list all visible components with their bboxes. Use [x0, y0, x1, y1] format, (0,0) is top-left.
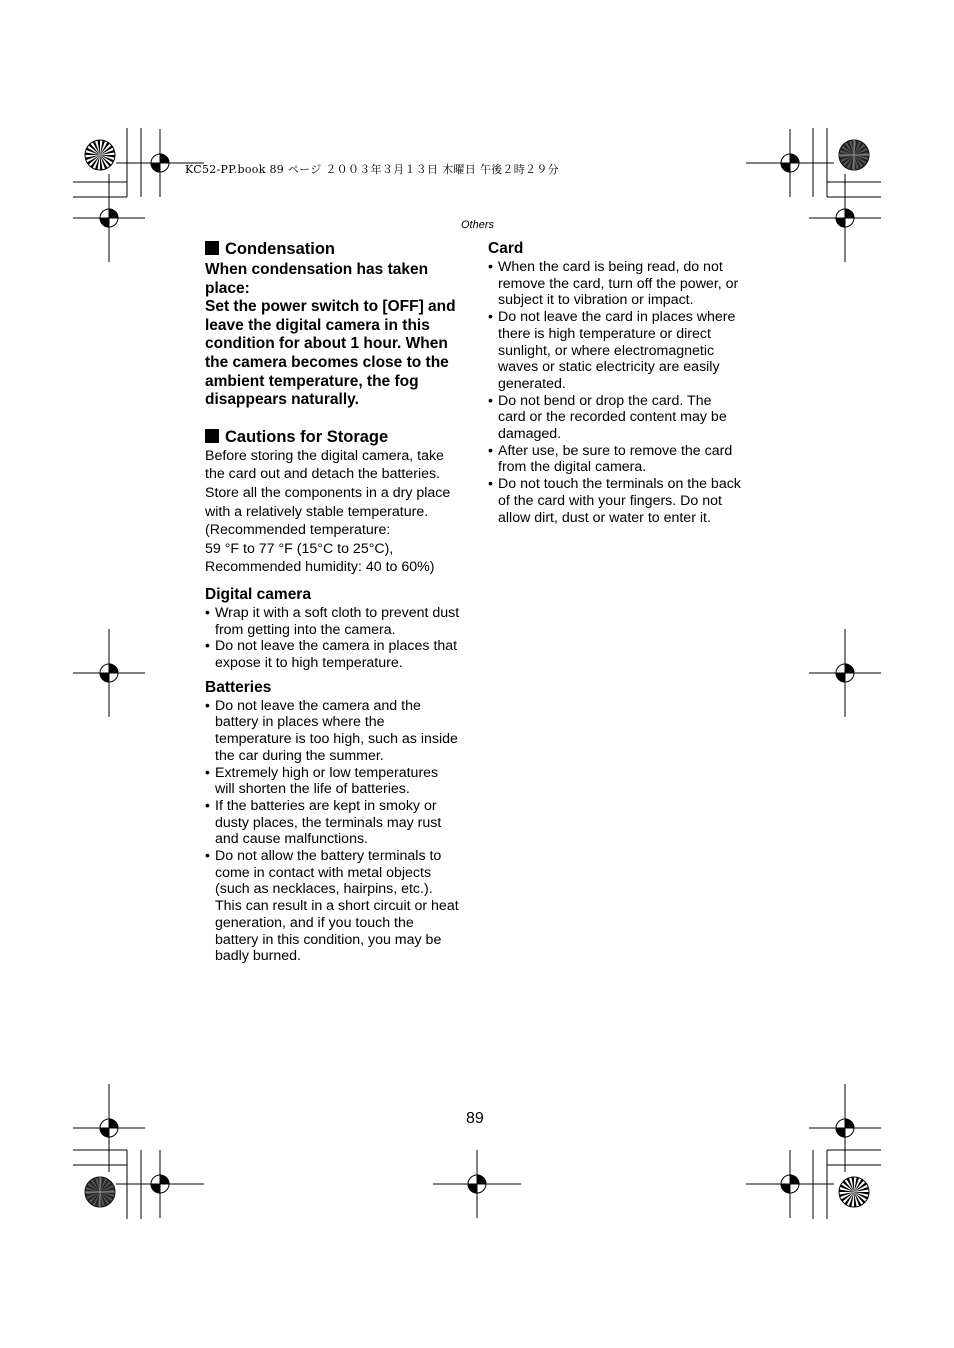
- storage-text: Before storing the digital camera, take the card out and detach the batteries. Store all the components in a dry place with a relatively stable temperature. (Recommended temperature: 59 °F to 77 °F (15°C to 25°C), Recommended humidity: 40 to 60%): [205, 447, 451, 576]
- square-bullet-icon: [205, 241, 219, 255]
- section-label: Others: [461, 219, 495, 231]
- storage-heading: Cautions for Storage: [205, 428, 467, 447]
- batteries-list: [205, 698, 467, 965]
- list-item: • Do not bend or drop the card. The card or the recorded content may be damaged.: [488, 393, 750, 443]
- registration-mark: [809, 629, 881, 717]
- registration-mark: [73, 174, 145, 262]
- square-bullet-icon: [205, 429, 219, 443]
- registration-mark: [433, 1150, 521, 1218]
- list-item: • If the batteries are kept in smoky or dusty places, the terminals may rust and cause malfunctions.: [205, 798, 467, 848]
- list-item: • When the card is being read, do not remove the card, turn off the power, or subject it to vibration or impact.: [488, 259, 750, 309]
- list-item: • After use, be sure to remove the card from the digital camera.: [488, 443, 750, 476]
- starburst-target: [839, 140, 869, 170]
- registration-mark: [809, 1084, 881, 1172]
- condensation-text: When condensation has taken place: Set the power switch to [OFF] and leave the digital camera in this condition for about 1 hour. When the camera becomes close to the ambient temperature, the fog disappears naturally.: [205, 261, 456, 409]
- starburst-target: [839, 1177, 869, 1207]
- registration-mark: [116, 1150, 204, 1218]
- list-item: • Wrap it with a soft cloth to prevent dust from getting into the camera.: [205, 605, 467, 638]
- condensation-heading: Condensation: [205, 240, 467, 259]
- card-heading: Card: [488, 240, 524, 257]
- digital-camera-list: [205, 605, 467, 672]
- left-column: [205, 240, 467, 965]
- registration-mark: [809, 174, 881, 262]
- list-item: • Do not touch the terminals on the back of the card with your fingers. Do not allow dirt, dust or water to enter it.: [488, 476, 750, 526]
- card-list: [488, 259, 750, 526]
- print-slug-line: KC52-PP.book 89 ページ ２００３年３月１３日 木曜日 午後２時２９分: [185, 163, 559, 176]
- registration-mark: [73, 1084, 145, 1172]
- list-item: • Do not leave the card in places where there is high temperature or direct sunlight, or where electromagnetic waves or static electricity are easily generated.: [488, 309, 750, 393]
- digital-camera-heading: Digital camera: [205, 585, 311, 603]
- starburst-target: [85, 140, 115, 170]
- starburst-target: [85, 1177, 115, 1207]
- list-item: • Do not allow the battery terminals to come in contact with metal objects (such as necklaces, hairpins, etc.). This can result in a short circuit or heat generation, and if you touch the battery in this condition, you may be badly burned.: [205, 848, 467, 965]
- page-number: 89: [466, 1110, 484, 1127]
- registration-mark: [746, 129, 834, 197]
- batteries-heading: Batteries: [205, 678, 272, 696]
- registration-mark: [746, 1150, 834, 1218]
- list-item: • Extremely high or low temperatures will shorten the life of batteries.: [205, 765, 467, 798]
- list-item: • Do not leave the camera and the battery in places where the temperature is too high, such as inside the car during the summer.: [205, 698, 467, 765]
- right-column: [488, 240, 750, 526]
- registration-mark: [73, 629, 145, 717]
- list-item: • Do not leave the camera in places that expose it to high temperature.: [205, 638, 467, 671]
